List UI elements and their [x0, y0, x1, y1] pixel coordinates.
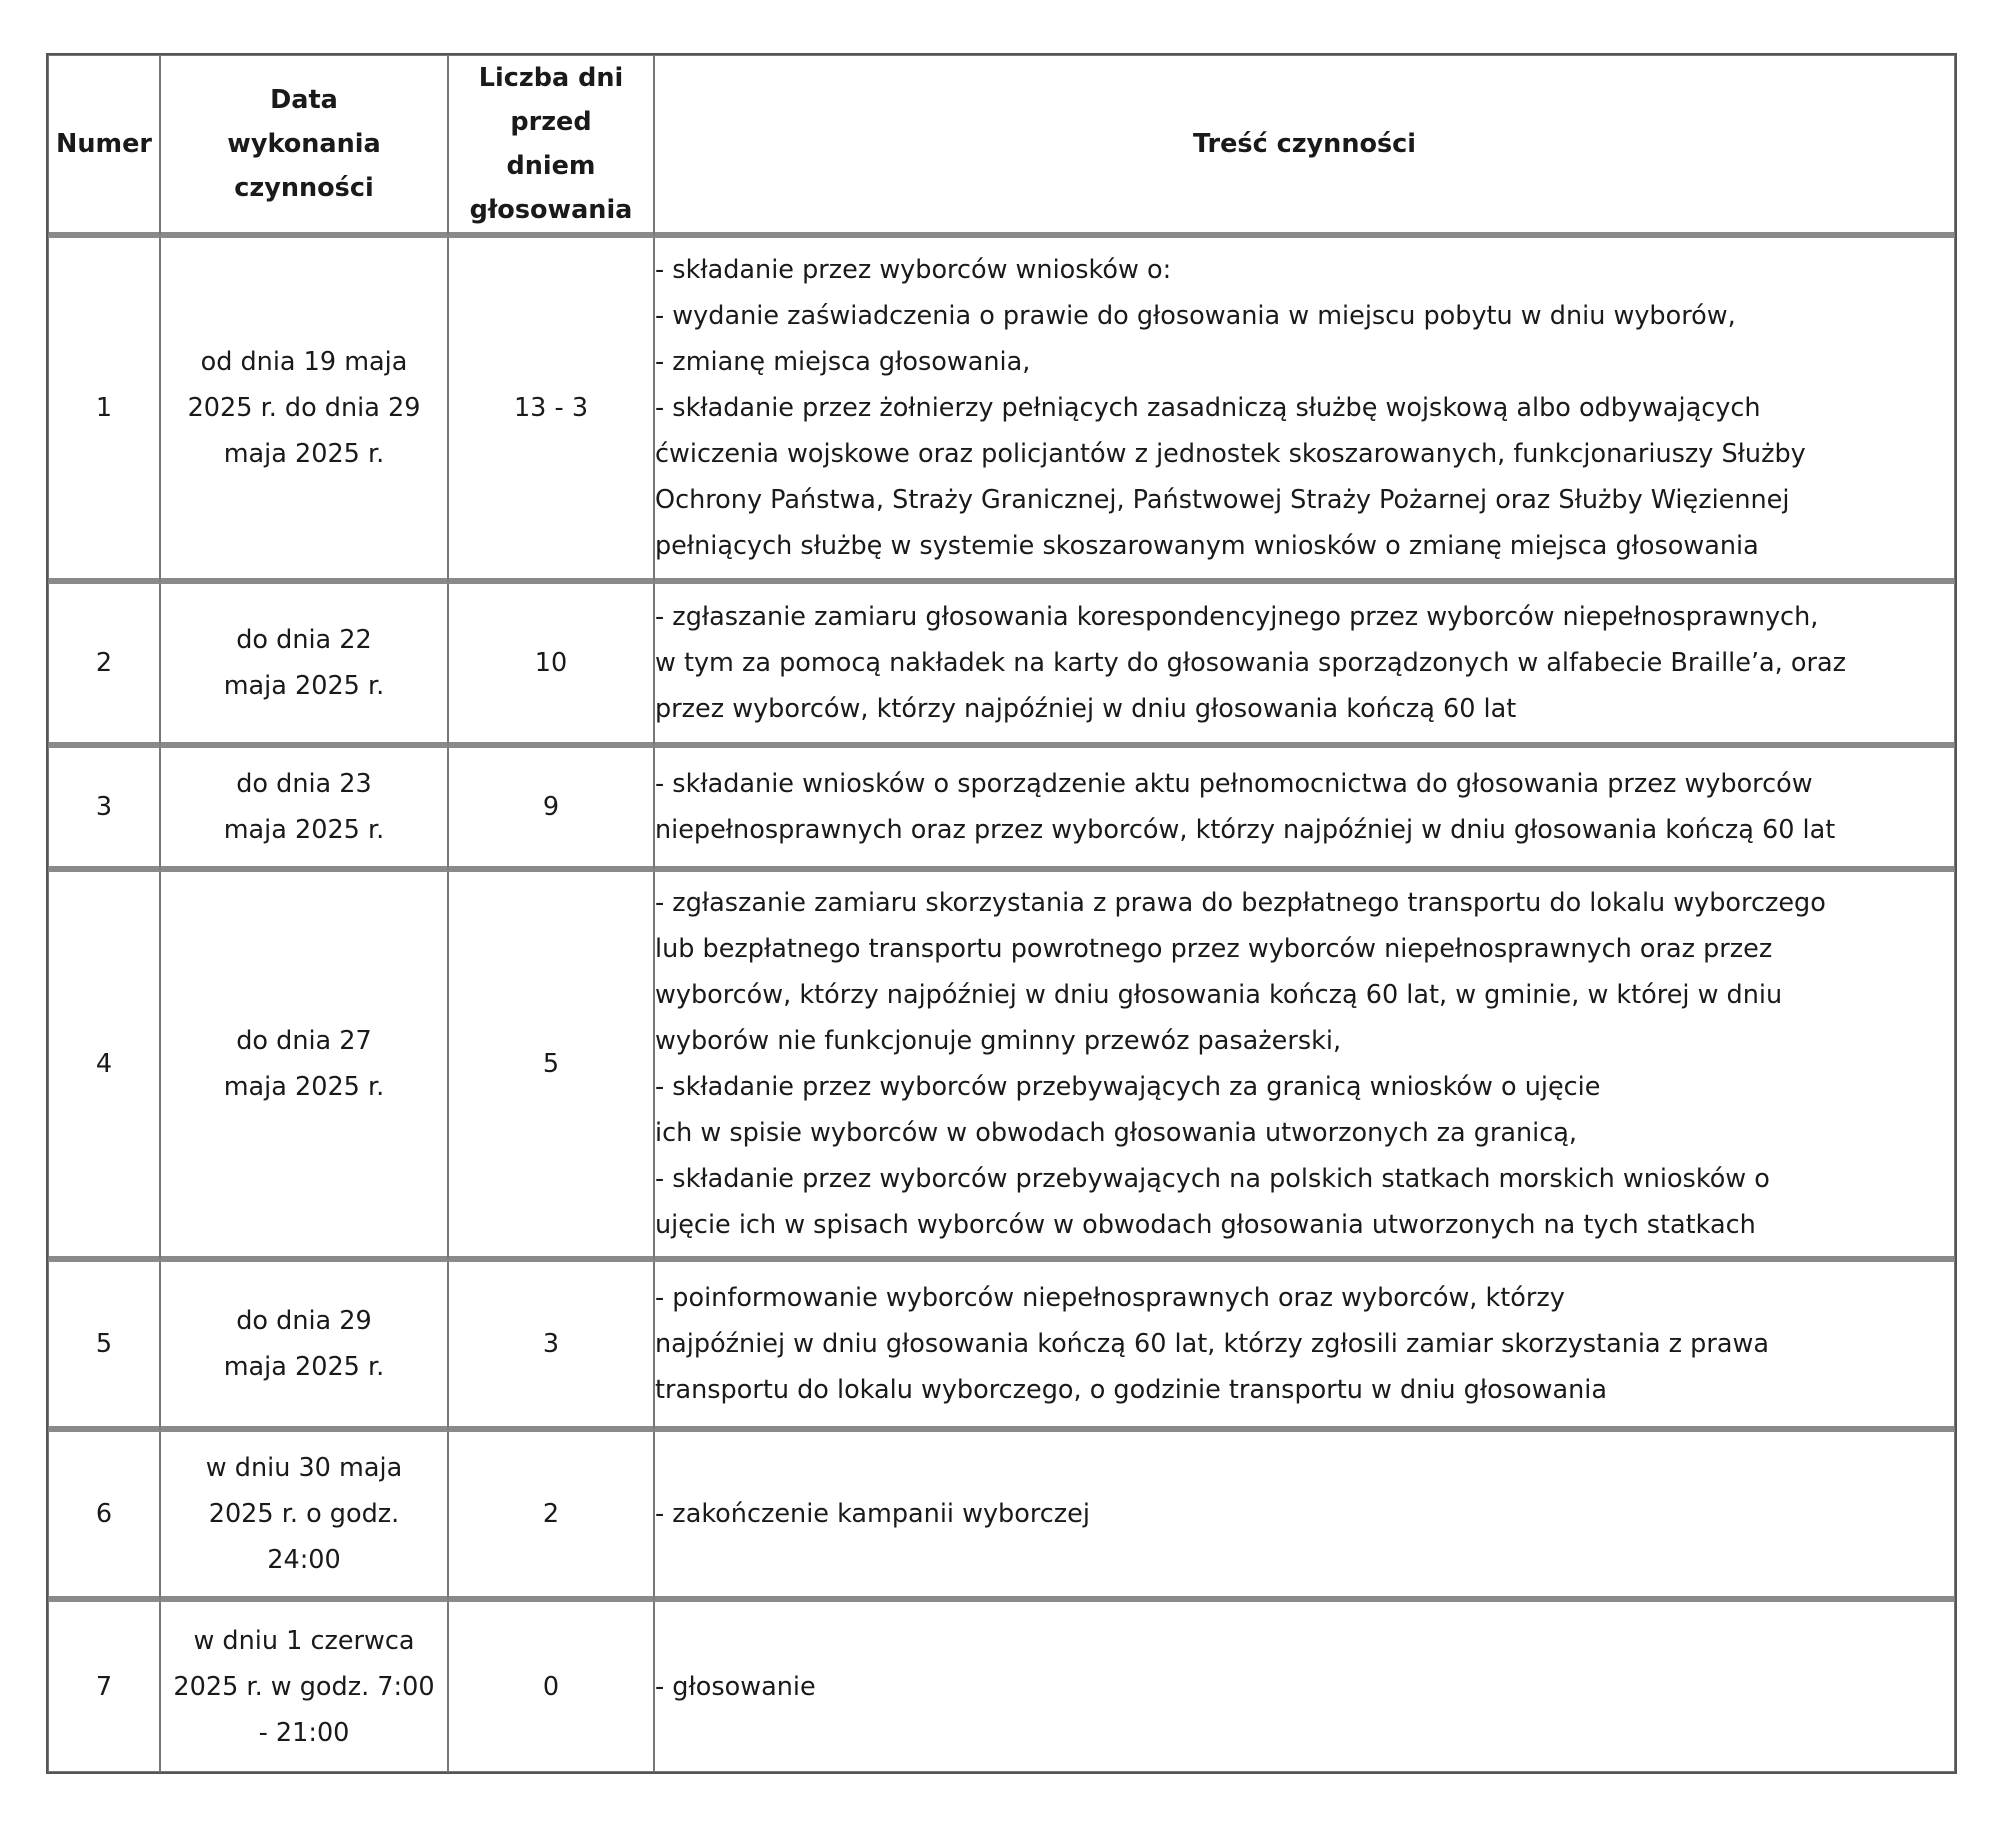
header-row [48, 55, 1955, 238]
table-row [48, 1602, 1955, 1772]
table-row [48, 238, 1955, 584]
content-line: - poinformowanie wyborców niepełnosprawnych oraz wyborców, którzy [655, 1283, 1565, 1313]
row-content [654, 1432, 1955, 1602]
row-date: od dnia 19 maja 2025 r. do dnia 29 maja 2025 r. [160, 238, 448, 584]
content-line: wyborców, którzy najpóźniej w dniu głosowania kończą 60 lat, w gminie, w której w dniu [655, 980, 1783, 1010]
table-row [48, 1262, 1955, 1432]
content-line: - zgłaszanie zamiaru głosowania korespondencyjnego przez wyborców niepełnosprawnych, [655, 602, 1819, 632]
row-days: 10 [448, 584, 654, 748]
row-number: 4 [48, 872, 160, 1262]
row-days: 3 [448, 1262, 654, 1432]
row-date: do dnia 22 maja 2025 r. [160, 584, 448, 748]
content-line: - głosowanie [655, 1671, 816, 1702]
content-line: - składanie wniosków o sporządzenie aktu pełnomocnictwa do głosowania przez wyborców [655, 769, 1813, 799]
row-days: 2 [448, 1432, 654, 1602]
content-line: lub bezpłatnego transportu powrotnego przez wyborców niepełnosprawnych oraz przez [655, 934, 1773, 964]
row-content [654, 1262, 1955, 1432]
row-number: 3 [48, 748, 160, 872]
row-number: 5 [48, 1262, 160, 1432]
row-content [654, 238, 1955, 584]
row-content [654, 872, 1955, 1262]
header-number: Numer [48, 55, 160, 238]
content-line: - składanie przez wyborców przebywających za granicą wniosków o ujęcie [655, 1072, 1601, 1102]
table-row [48, 748, 1955, 872]
row-date: do dnia 27 maja 2025 r. [160, 872, 448, 1262]
table-row [48, 1432, 1955, 1602]
content-line: niepełnosprawnych oraz przez wyborców, którzy najpóźniej w dniu głosowania kończą 60 lat [655, 815, 1836, 845]
content-line: wyborów nie funkcjonuje gminny przewóz pasażerski, [655, 1026, 1342, 1056]
row-date: w dniu 1 czerwca 2025 r. w godz. 7:00 - 21:00 [160, 1602, 448, 1772]
row-number: 6 [48, 1432, 160, 1602]
row-days: 5 [448, 872, 654, 1262]
content-line: - zmianę miejsca głosowania, [655, 347, 1031, 377]
row-date: do dnia 29 maja 2025 r. [160, 1262, 448, 1432]
row-number: 2 [48, 584, 160, 748]
row-content [654, 1602, 1955, 1772]
content-line: ujęcie ich w spisach wyborców w obwodach głosowania utworzonych na tych statkach [655, 1210, 1756, 1240]
content-line: pełniących służbę w systemie skoszarowanym wniosków o zmianę miejsca głosowania [655, 531, 1759, 561]
content-line: ćwiczenia wojskowe oraz policjantów z jednostek skoszarowanych, funkcjonariuszy Służby [655, 439, 1806, 469]
table-row [48, 872, 1955, 1262]
row-number: 7 [48, 1602, 160, 1772]
row-content [654, 584, 1955, 748]
header-days: Liczba dni przed dniem głosowania [448, 55, 654, 238]
table-row [48, 584, 1955, 748]
election-schedule-table [46, 53, 1957, 1774]
content-line: przez wyborców, którzy najpóźniej w dniu głosowania kończą 60 lat [655, 694, 1517, 724]
content-line: - wydanie zaświadczenia o prawie do głosowania w miejscu pobytu w dniu wyborów, [655, 301, 1736, 331]
content-line: najpóźniej w dniu głosowania kończą 60 lat, którzy zgłosili zamiar skorzystania z prawa [655, 1329, 1769, 1359]
content-line: - zakończenie kampanii wyborczej [655, 1499, 1090, 1529]
row-date: do dnia 23 maja 2025 r. [160, 748, 448, 872]
content-line: ich w spisie wyborców w obwodach głosowania utworzonych za granicą, [655, 1118, 1578, 1148]
content-line: - składanie przez żołnierzy pełniących zasadniczą służbę wojskową albo odbywających [655, 393, 1761, 423]
content-line: - zgłaszanie zamiaru skorzystania z prawa do bezpłatnego transportu do lokalu wyborczego [655, 888, 1826, 918]
row-content [654, 748, 1955, 872]
content-line: w tym za pomocą nakładek na karty do głosowania sporządzonych w alfabecie Braille’a, oraz [655, 648, 1846, 678]
row-days: 0 [448, 1602, 654, 1772]
content-line: - składanie przez wyborców wniosków o: [655, 255, 1172, 285]
content-line: transportu do lokalu wyborczego, o godzinie transportu w dniu głosowania [655, 1375, 1607, 1405]
row-days: 9 [448, 748, 654, 872]
row-number: 1 [48, 238, 160, 584]
content-line: - składanie przez wyborców przebywających na polskich statkach morskich wniosków o [655, 1164, 1770, 1194]
row-date: w dniu 30 maja 2025 r. o godz. 24:00 [160, 1432, 448, 1602]
row-days: 13 - 3 [448, 238, 654, 584]
header-date: Data wykonania czynności [160, 55, 448, 238]
header-content: Treść czynności [654, 55, 1955, 238]
schedule-document [46, 53, 1957, 1774]
content-line: Ochrony Państwa, Straży Granicznej, Państwowej Straży Pożarnej oraz Służby Więziennej [655, 485, 1790, 515]
